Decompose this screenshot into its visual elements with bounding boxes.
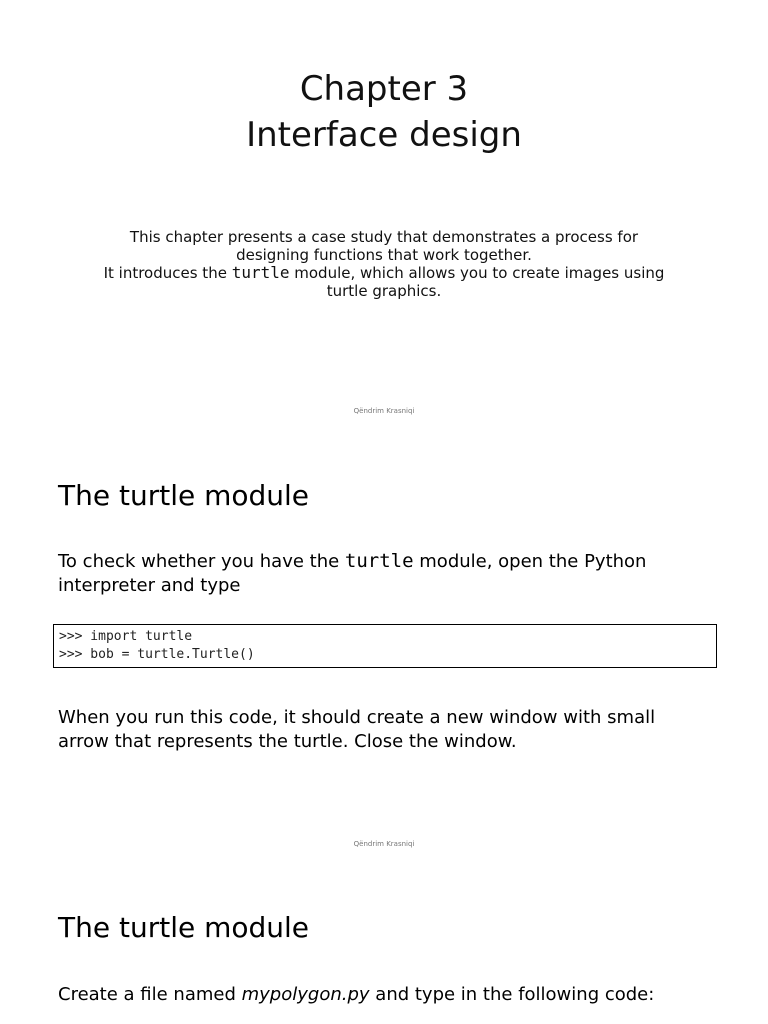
slide-chapter-intro <box>0 0 768 432</box>
instruction-text-after-filename: and type in the following code: <box>369 984 655 1005</box>
slide-turtle-module-1 <box>0 432 768 865</box>
instruction-text-after-code: module, open the Python interpreter and type <box>58 551 647 596</box>
chapter-title <box>0 66 768 158</box>
instruction-text-before-code: To check whether you have the <box>58 551 345 572</box>
chapter-number: Chapter 3 <box>299 69 469 109</box>
code-line: >>> bob = turtle.Turtle() <box>59 647 255 662</box>
chapter-name: Interface design <box>246 115 522 155</box>
instruction-text <box>58 983 708 1007</box>
intro-text-before-code: It introduces the <box>103 264 232 282</box>
instruction-text-before-filename: Create a file named <box>58 984 242 1005</box>
inline-code-turtle: turtle <box>231 263 290 282</box>
code-line: >>> import turtle <box>59 629 193 644</box>
slide-footer-author: Qëndrim Krasniqi <box>353 407 415 415</box>
intro-sentence-2 <box>100 264 668 300</box>
slide-turtle-module-2 <box>0 865 768 1024</box>
intro-sentence-1: This chapter presents a case study that demonstrates a process for designing functions that work together. <box>129 228 639 264</box>
result-text: When you run this code, it should create a new window with small arrow that represents the turtle. Close the window. <box>58 707 656 752</box>
intro-text-after-code: module, which allows you to create images using turtle graphics. <box>289 264 665 300</box>
slide-heading: The turtle module <box>58 479 310 512</box>
instruction-text <box>58 549 708 598</box>
inline-code-turtle: turtle <box>344 550 414 572</box>
slide-heading: The turtle module <box>58 911 310 944</box>
filename: mypolygon.py <box>241 984 370 1005</box>
chapter-intro <box>100 228 668 300</box>
code-block <box>53 624 717 668</box>
slide-footer-author: Qëndrim Krasniqi <box>353 840 415 848</box>
